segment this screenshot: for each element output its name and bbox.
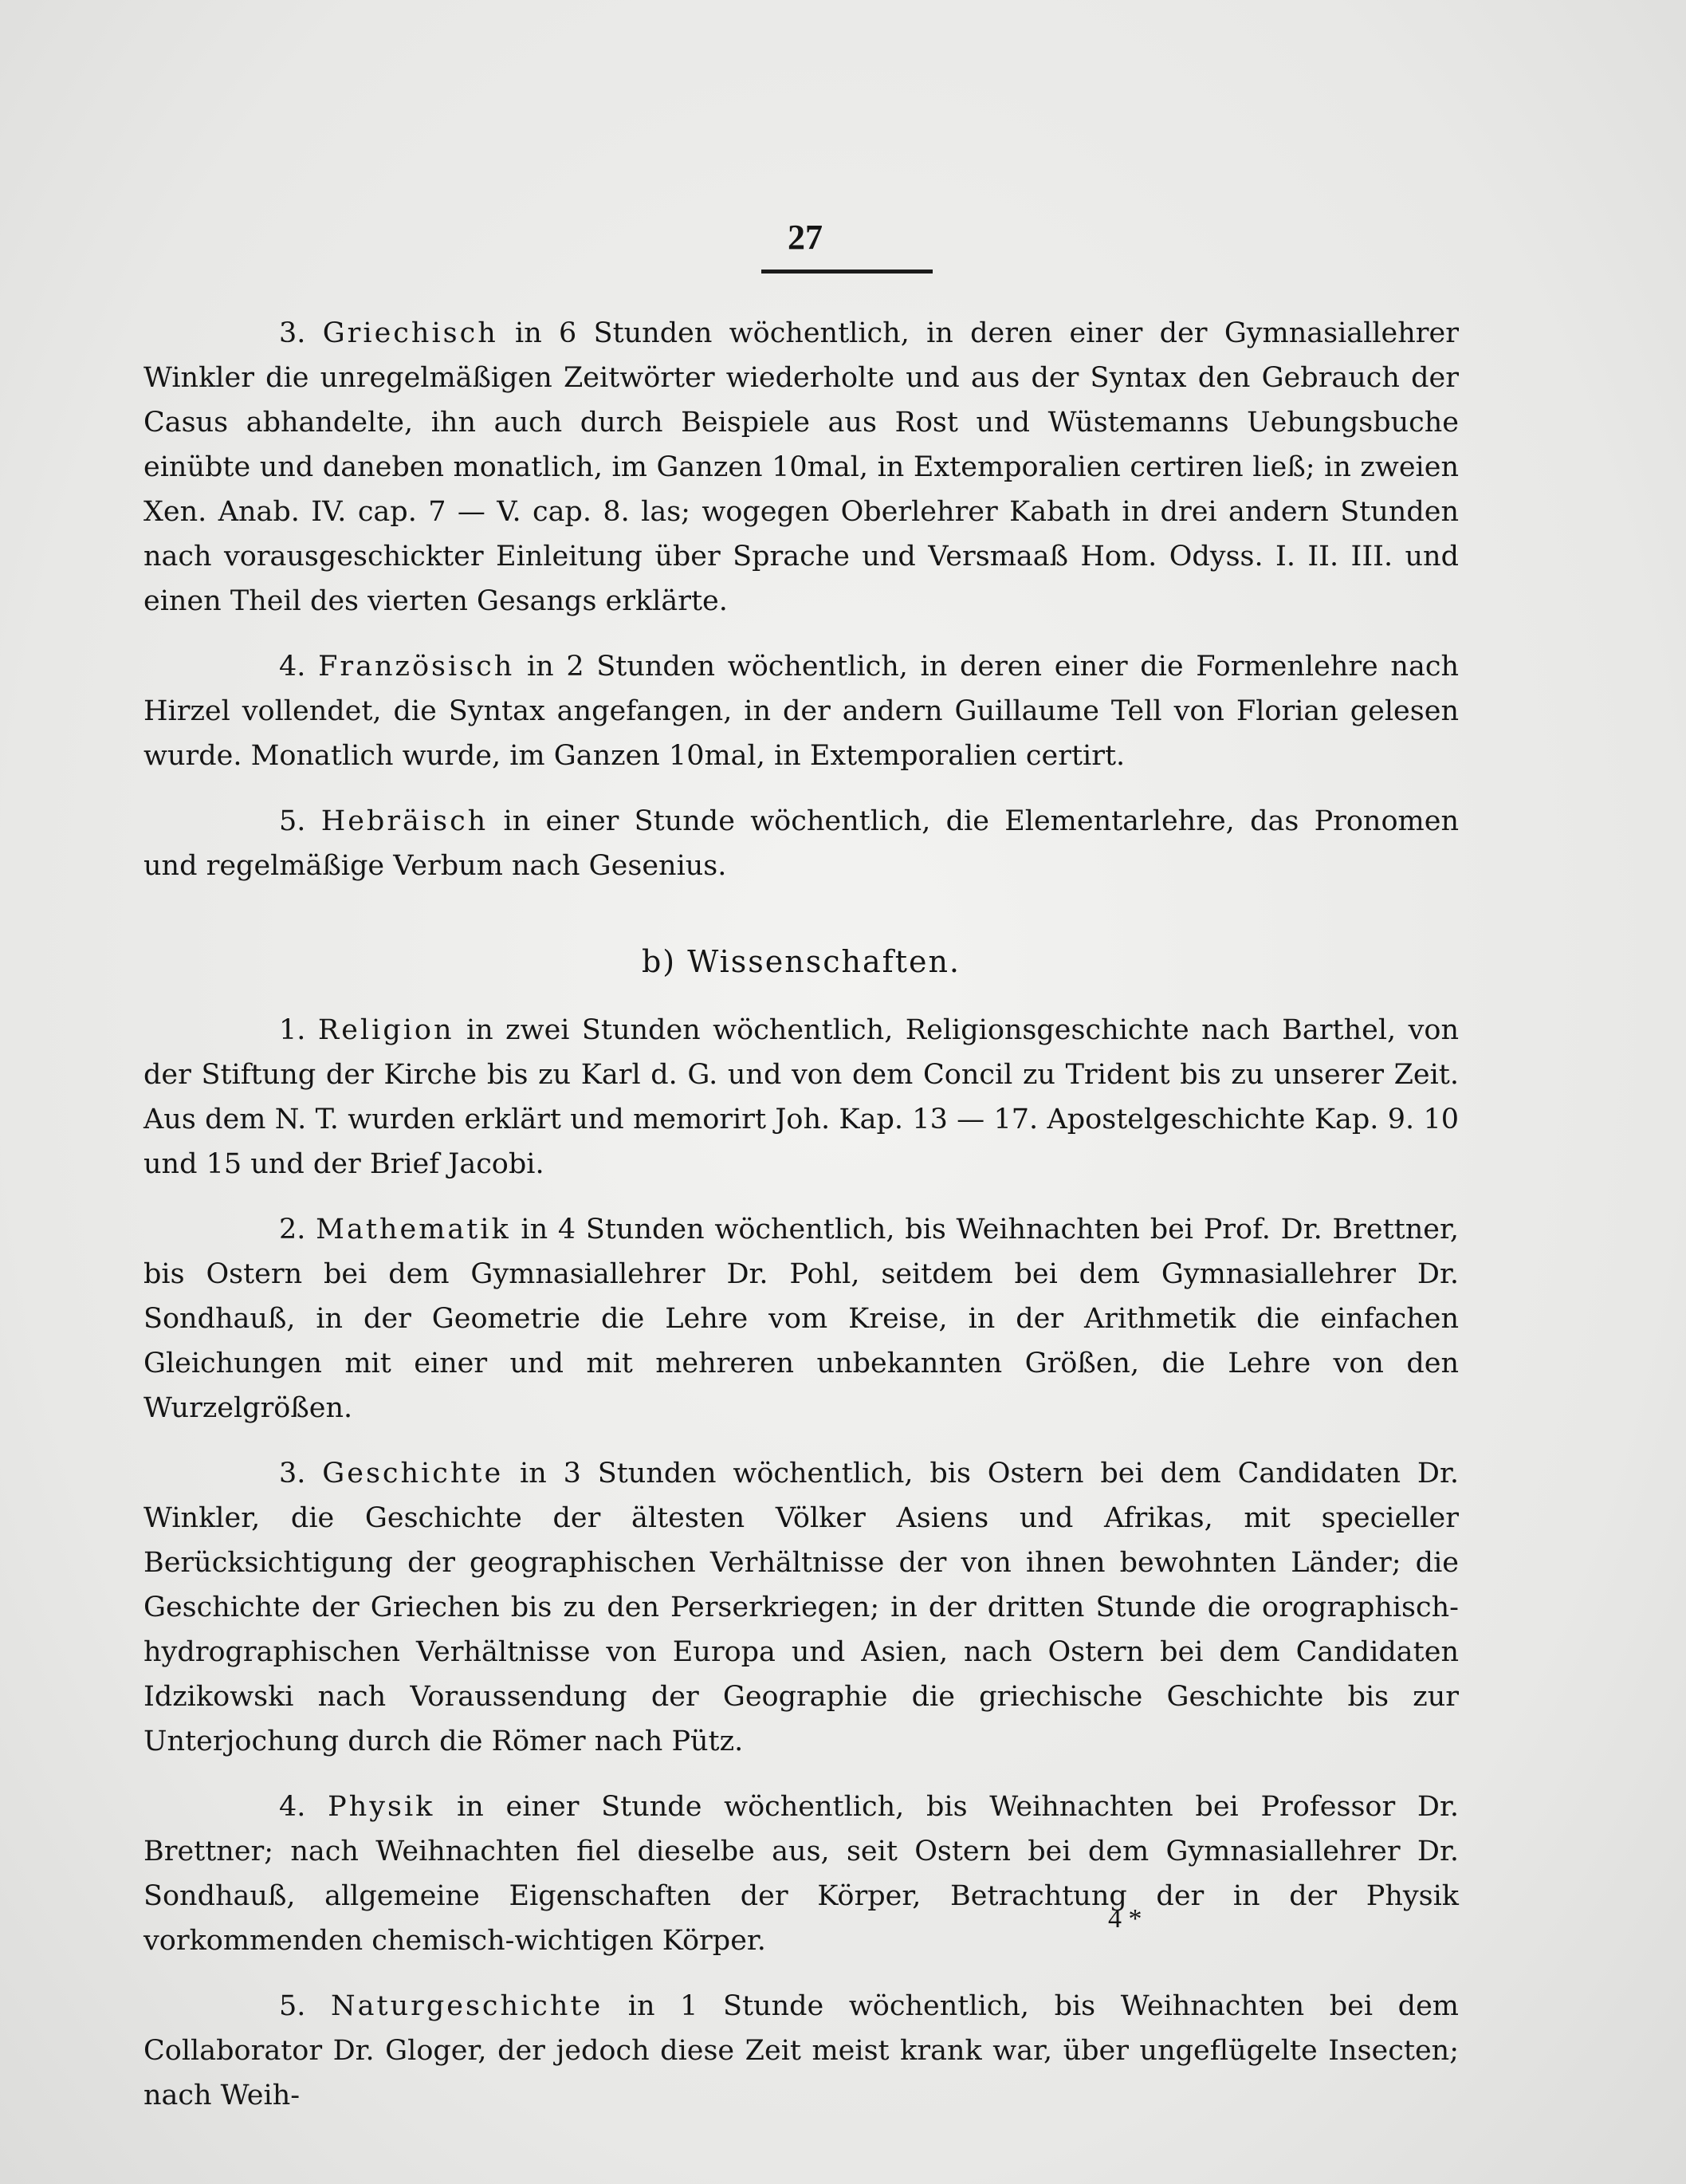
subject-name: Religion (317, 1014, 454, 1046)
paragraph-hebraeisch (143, 799, 1459, 888)
paragraph-text: in zwei Stunden wöchentlich, Religionsgeschichte nach Barthel, von der Stiftung der Kirche bis zu Karl d. G. und von dem Concil zu Trident bis zu unserer Zeit. Aus dem N. T. wurden erklärt und memorirt Joh. Kap. 13 — 17. Apostelgeschichte Kap. 9. 10 und 15 und der Brief Jacobi. (143, 1014, 1459, 1180)
subject-name: Physik (328, 1791, 435, 1823)
paragraph-geschichte (143, 1451, 1459, 1764)
paragraph-text: in 1 Stunde wöchentlich, bis Weihnachten bei dem Collaborator Dr. Gloger, der jedoch diese Zeit meist krank war, über ungeflügelte Insecten; nach Weih- (143, 1990, 1459, 2111)
section-heading: b) Wissenschaften. (641, 944, 961, 979)
paragraph-text: in 4 Stunden wöchentlich, bis Weihnachten bei Prof. Dr. Brettner, bis Ostern bei dem Gymnasiallehrer Dr. Pohl, seitdem bei dem Gymnasiallehrer Dr. Sondhauß, in der Geometrie die Lehre vom Kreise, in der Arithmetik die einfachen Gleichungen mit einer und mit mehreren unbekannten Größen, die Lehre von den Wurzelgrößen. (143, 1214, 1459, 1424)
paragraph-mathematik (143, 1207, 1459, 1430)
item-number: 4. (279, 1791, 306, 1823)
subject-name: Geschichte (322, 1458, 504, 1489)
paragraph-griechisch (143, 311, 1459, 624)
item-number: 5. (279, 805, 306, 837)
subject-name: Französisch (318, 651, 515, 683)
item-number: 4. (279, 651, 306, 683)
paragraph-naturgeschichte (143, 1984, 1459, 2118)
item-number: 3. (279, 1458, 306, 1489)
paragraph-text: in einer Stunde wöchentlich, bis Weihnachten bei Professor Dr. Brettner; nach Weihnachten fiel dieselbe aus, seit Ostern bei dem Gymnasiallehrer Dr. Sondhauß, allgemeine Eigenschaften der Körper, Betrachtung der in der Physik vorkommenden chemisch-wichtigen Körper. (143, 1791, 1459, 1957)
item-number: 1. (279, 1014, 306, 1046)
paragraph-text: in einer Stunde wöchentlich, die Elementarlehre, das Pronomen und regelmäßige Verbum nach Gesenius. (143, 805, 1459, 882)
paragraph-text: in 3 Stunden wöchentlich, bis Ostern bei dem Candidaten Dr. Winkler, die Geschichte der ältesten Völker Asiens und Afrikas, mit specieller Berücksichtigung der geographischen Verhältnisse der von ihnen bewohnten Länder; die Geschichte der Griechen bis zu den Perserkriegen; in der dritten Stunde die orographisch-hydrographischen Verhältnisse von Europa und Asien, nach Ostern bei dem Candidaten Idzikowski nach Voraussendung der Geographie die griechische Geschichte bis zur Unterjochung durch die Römer nach Pütz. (143, 1458, 1459, 1757)
item-number: 2. (279, 1214, 306, 1245)
paragraph-text: in 2 Stunden wöchentlich, in deren einer die Formenlehre nach Hirzel vollendet, die Syntax angefangen, in der andern Guillaume Tell von Florian gelesen wurde. Monatlich wurde, im Ganzen 10mal, in Extemporalien certirt. (143, 651, 1459, 772)
signature-mark: 4 * (1108, 1904, 1142, 1934)
item-number: 3. (279, 317, 306, 349)
page-number-rule (761, 270, 933, 273)
subject-name: Naturgeschichte (331, 1990, 603, 2022)
subject-name: Hebräisch (320, 805, 489, 837)
subject-name: Griechisch (322, 317, 498, 349)
item-number: 5. (279, 1990, 306, 2022)
paragraph-text: in 6 Stunden wöchentlich, in deren einer der Gymnasiallehrer Winkler die unregelmäßigen Zeitwörter wiederholte und aus der Syntax den Gebrauch der Casus abhandelte, ihn auch durch Beispiele aus Rost und Wüstemanns Uebungsbuche einübte und daneben monatlich, im Ganzen 10mal, in Extemporalien certiren ließ; in zweien Xen. Anab. IV. cap. 7 — V. cap. 8. las; wogegen Oberlehrer Kabath in drei andern Stunden nach vorausgeschickter Einleitung über Sprache und Versmaaß Hom. Odyss. I. II. III. und einen Theil des vierten Gesangs erklärte. (143, 317, 1459, 617)
paragraph-franzoesisch (143, 644, 1459, 778)
body-text (143, 311, 1459, 2139)
paragraph-religion (143, 1008, 1459, 1186)
paragraph-physik (143, 1785, 1459, 1963)
subject-name: Mathematik (316, 1214, 511, 1245)
page-number: 27 (788, 218, 823, 257)
